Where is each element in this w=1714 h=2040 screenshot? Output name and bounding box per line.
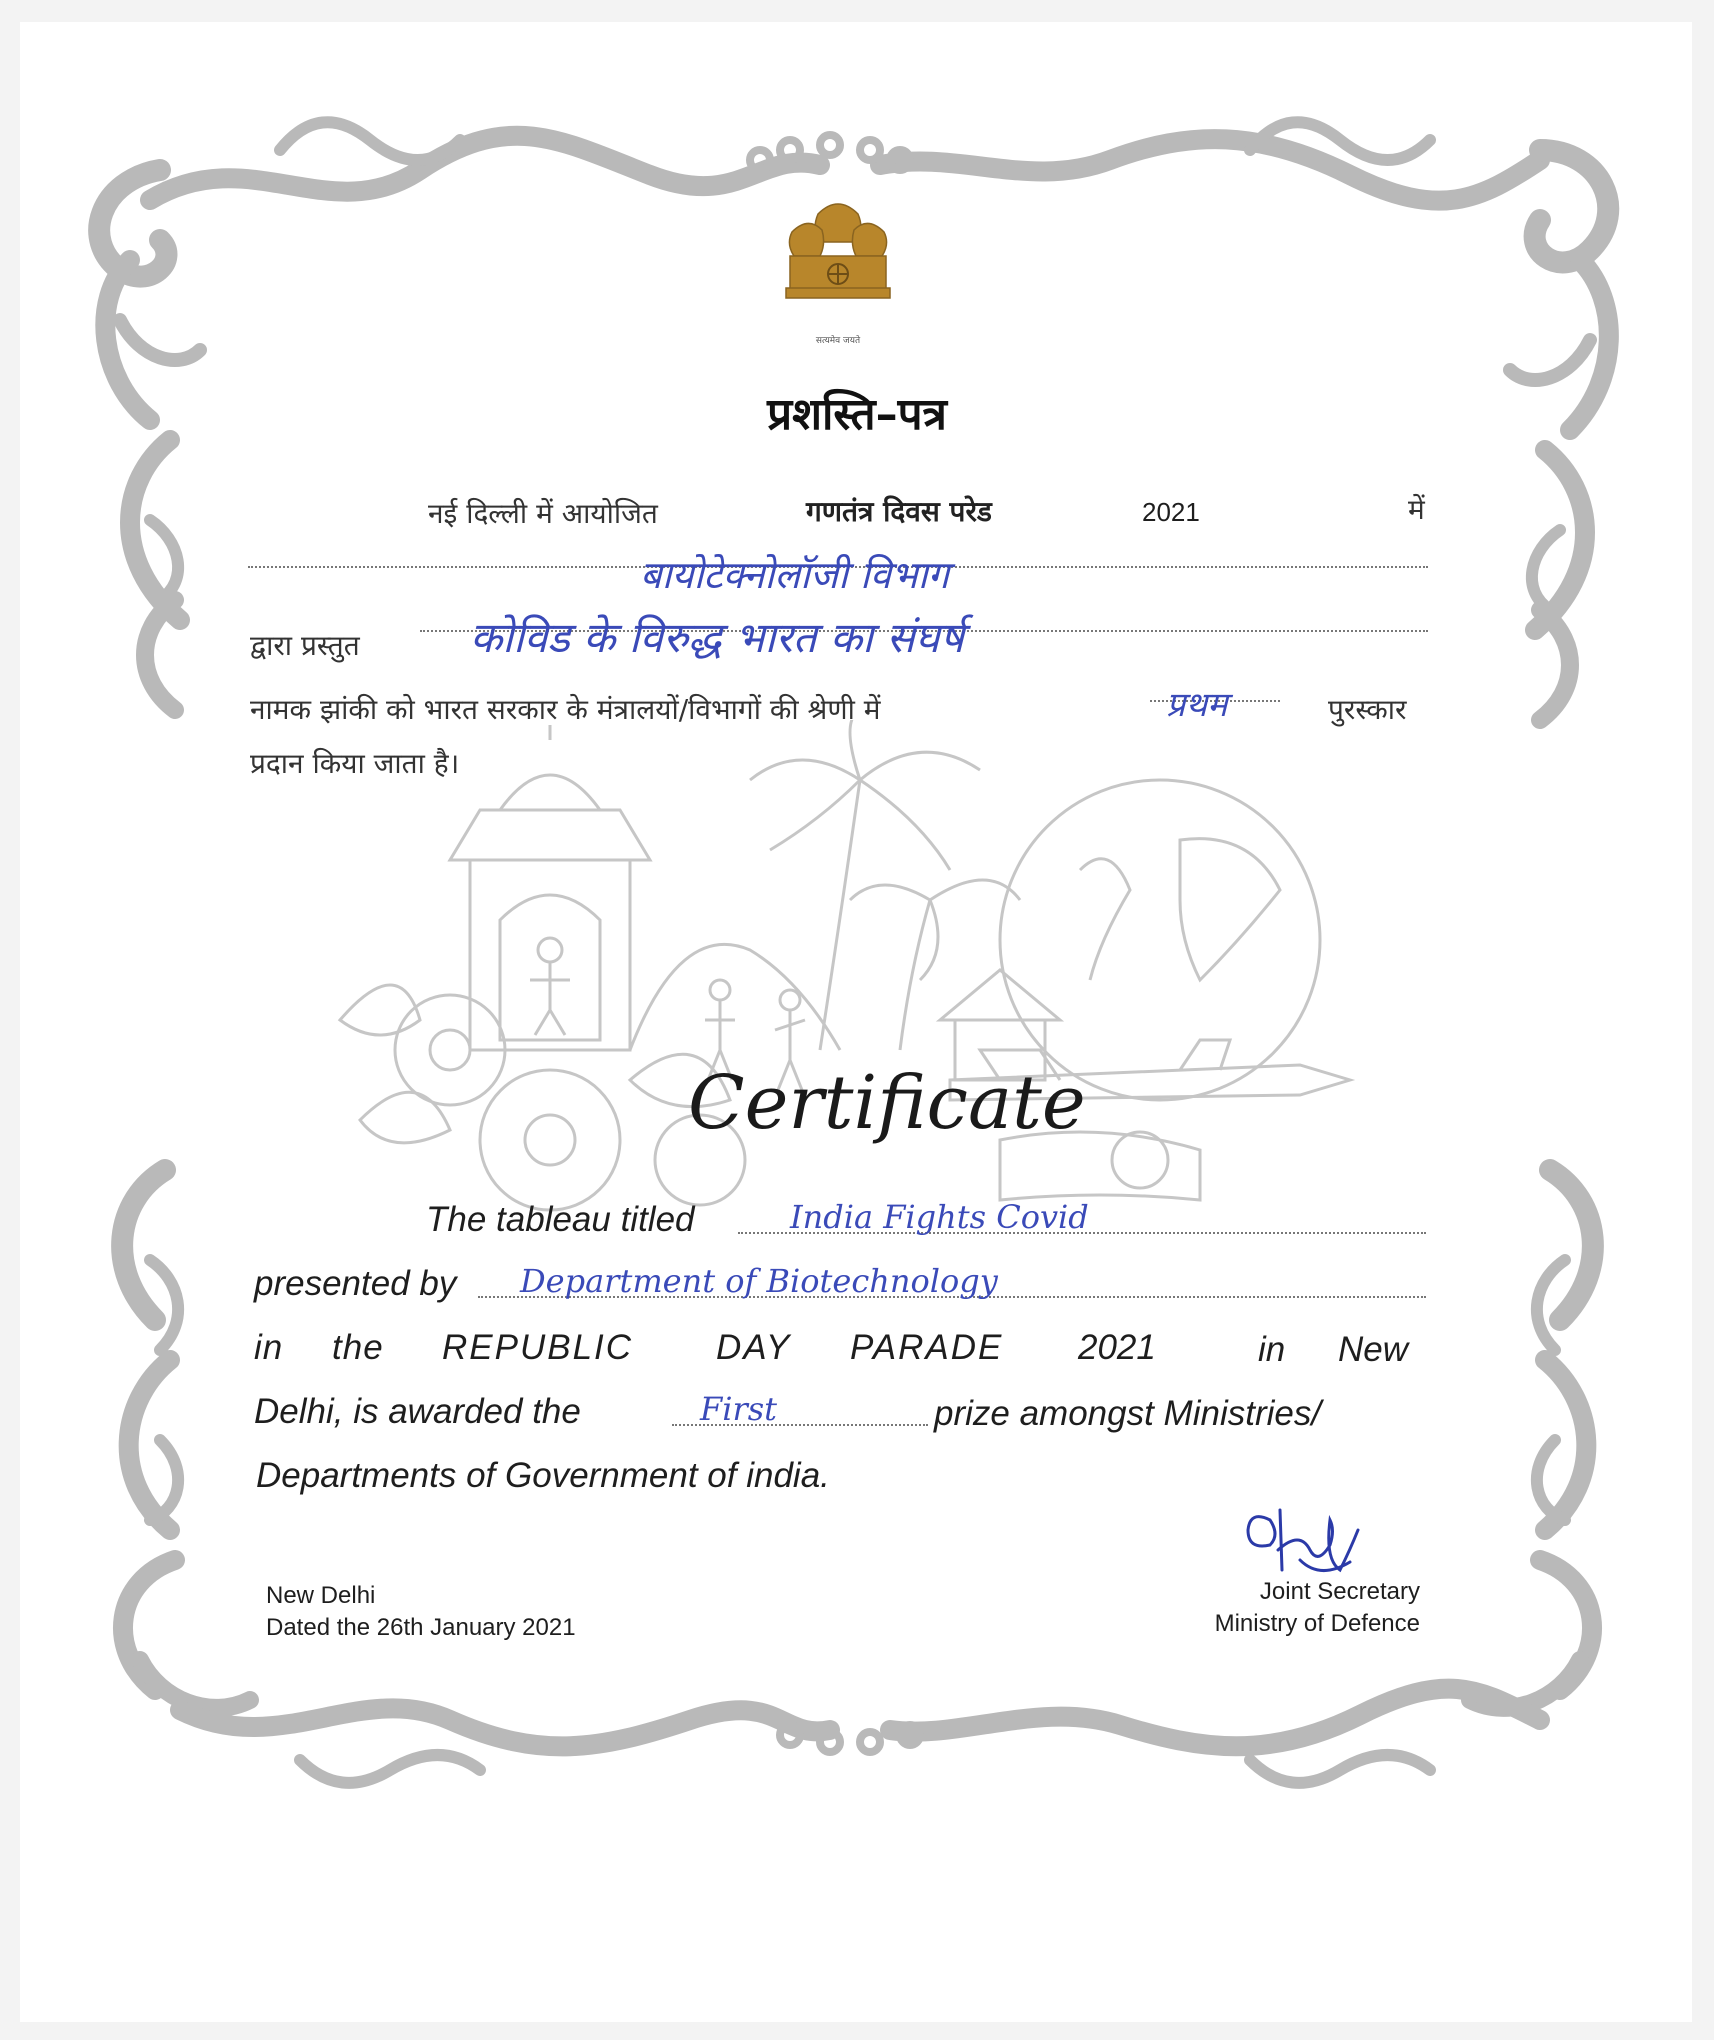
english-prize-handwritten: First [700,1390,778,1428]
hindi-department-handwritten: बायोटेक्नोलॉजी विभाग [640,553,949,597]
english-line4-prefix: Delhi, is awarded the [254,1392,581,1431]
footer-place: New Delhi [266,1582,376,1609]
hindi-presented-label: द्वारा प्रस्तुत [250,629,360,662]
english-line3-w6: in [1258,1330,1286,1369]
hindi-line1-year: 2021 [1142,497,1200,527]
hindi-title: प्रशस्ति–पत्र [767,389,947,440]
english-department-handwritten: Department of Biotechnology [520,1262,998,1300]
national-emblem-icon [778,194,898,324]
emblem-motto: सत्यमेव जयते [815,336,861,346]
hindi-line4-suffix: पुरस्कार [1328,693,1407,726]
hindi-line1-bold: गणतंत्र दिवस परेड [806,495,992,528]
footer-signatory-title: Joint Secretary [1259,1578,1420,1605]
footer-date: Dated the 26th January 2021 [266,1614,576,1641]
hindi-prize-handwritten: प्रथम [1166,685,1228,725]
english-line3-w4: DAY [716,1328,792,1367]
english-tableau-handwritten: India Fights Covid [790,1198,1089,1236]
hindi-line1-prefix: नई दिल्ली में आयोजित [428,497,658,530]
english-line3-w2: the [332,1328,384,1367]
english-tableau-label: The tableau titled [426,1200,695,1239]
english-line3-w7: New [1338,1330,1409,1369]
english-line3-w1: in [254,1328,284,1367]
english-line3-w5: PARADE [850,1328,1004,1367]
hindi-line1-suffix: में [1408,493,1425,526]
hindi-line5: प्रदान किया जाता है। [250,747,460,780]
hindi-line4-prefix: नामक झांकी को भारत सरकार के मंत्रालयों/विभागों की श्रेणी में [250,693,881,726]
english-line3-w3: REPUBLIC [442,1328,634,1367]
english-line3-year: 2021 [1078,1328,1156,1367]
english-line4-suffix: prize amongst Ministries/ [934,1394,1322,1433]
english-line5: Departments of Government of india. [256,1456,830,1495]
hindi-tableau-handwritten: कोविड के विरुद्ध भारत का संघर्ष [470,613,964,662]
footer-signatory-ministry: Ministry of Defence [1214,1610,1420,1637]
tableau-illustration [300,720,1420,1240]
english-presented-label: presented by [254,1264,457,1303]
english-title: Certificate [688,1060,1086,1146]
